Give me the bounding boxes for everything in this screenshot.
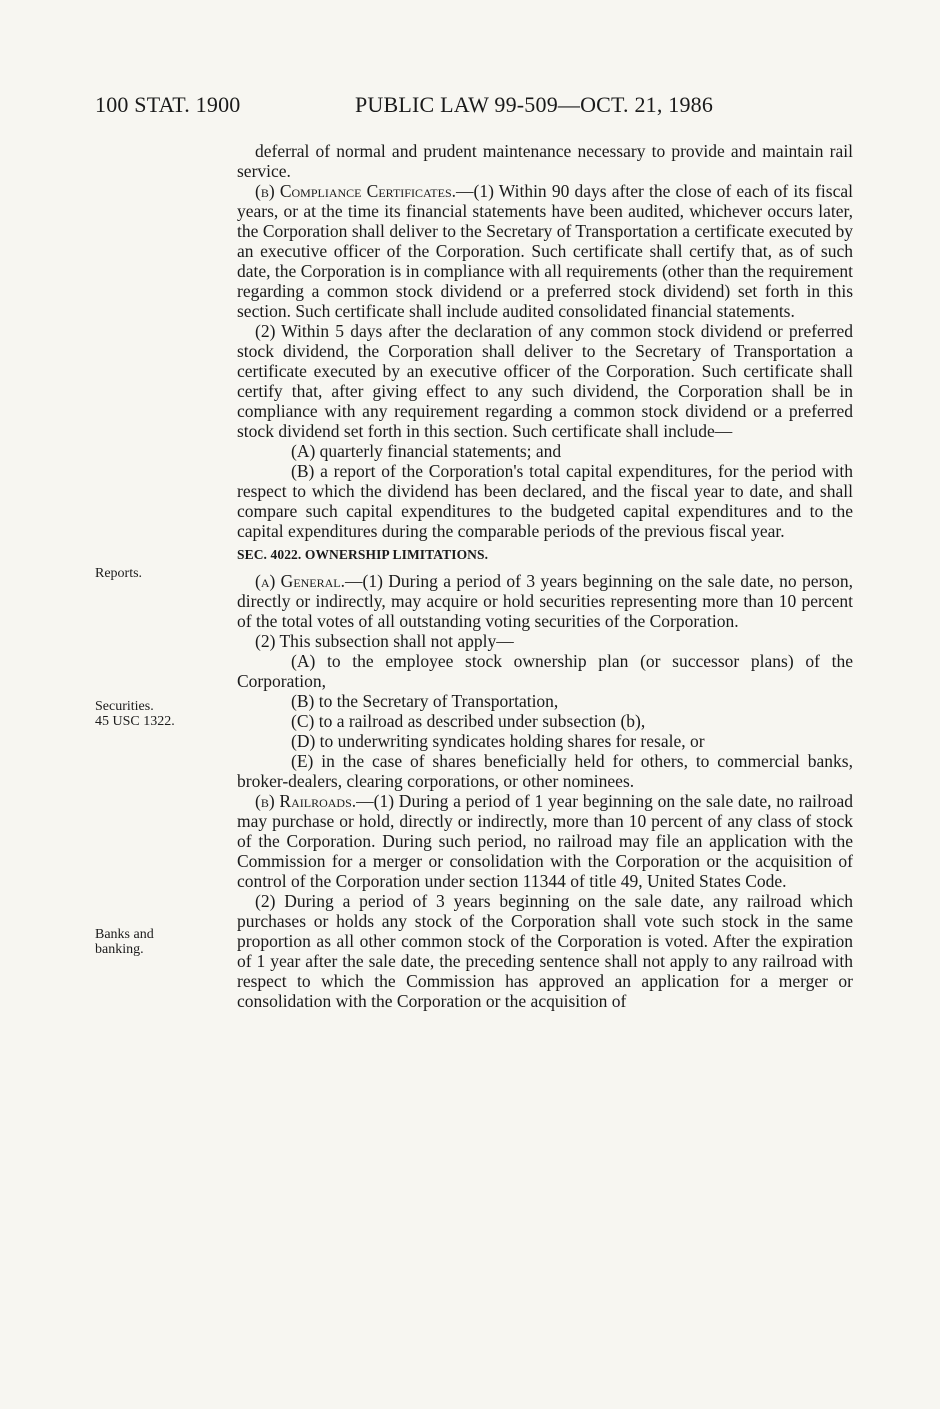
body-text bbox=[237, 141, 853, 1011]
section-heading: SEC. 4022. OWNERSHIP LIMITATIONS. bbox=[237, 547, 489, 562]
subsection-heading-general: (a) General. bbox=[255, 571, 346, 591]
public-law-title: PUBLIC LAW 99-509—OCT. 21, 1986 bbox=[355, 92, 714, 117]
margin-note-reports: Reports. bbox=[95, 566, 143, 581]
paragraph-compliance-certificates bbox=[237, 181, 853, 321]
margin-note-securities: Securities. bbox=[95, 699, 154, 714]
paragraph-not-apply: (2) This subsection shall not apply— bbox=[255, 631, 514, 651]
paragraph-voting: (2) During a period of 3 years beginning on the sale date, any railroad which purchases or holds any stock of the Corporation shall vote such stock in the same proportion as all other common stock of the Corporation is voted. After the expiration of 1 year after the sale date, the preceding sentence shall not apply to any railroad with respect to which the Commission has approved an application for a merger or consolidation with the Corporation or the acquisition of bbox=[237, 891, 853, 1011]
running-head bbox=[95, 92, 855, 122]
margin-note-usc: 45 USC 1322. bbox=[95, 714, 175, 729]
subsection-heading-railroads: (b) Railroads. bbox=[255, 791, 357, 811]
margin-note-banking: banking. bbox=[95, 942, 144, 957]
list-item-b: (B) to the Secretary of Transportation, bbox=[291, 691, 559, 711]
list-item-b: (B) a report of the Corporation's total capital expenditures, for the period with respect to which the dividend has been declared, and the fiscal year to date, and shall compare such capital expenditures to the budgeted capital expenditures and to the capital expenditures during the comparable periods of the previous fiscal year. bbox=[237, 461, 853, 541]
paragraph-text: —(1) During a period of 3 years beginning on the sale date, no person, directly or indirectly, may acquire or hold securities representing more than 10 percent of the total votes of all outstanding voting securities of the Corporation. bbox=[237, 571, 853, 631]
list-item-d: (D) to underwriting syndicates holding shares for resale, or bbox=[291, 731, 705, 751]
paragraph-deferral: deferral of normal and prudent maintenance necessary to provide and maintain rail service. bbox=[237, 141, 853, 181]
list-item-a: (A) to the employee stock ownership plan (or successor plans) of the Corporation, bbox=[237, 651, 853, 691]
list-item-e: (E) in the case of shares beneficially held for others, to commercial banks, broker-dealers, clearing corporations, or other nominees. bbox=[237, 751, 853, 791]
paragraph-dividend-certificate: (2) Within 5 days after the declaration of any common stock dividend or preferred stock dividend, the Corporation shall deliver to the Secretary of Transportation a certificate executed by an executive officer of the Corporation. Such certificate shall certify that, after giving effect to any such dividend, the Corporation shall be in compliance with any requirement regarding a common stock dividend or a preferred stock dividend set forth in this section. Such certificate shall include— bbox=[237, 321, 853, 441]
list-item-a: (A) quarterly financial statements; and bbox=[291, 441, 562, 461]
subsection-heading-compliance: (b) Compliance Certificates. bbox=[255, 181, 457, 201]
paragraph-text: —(1) Within 90 days after the close of each of its fiscal years, or at the time its financial statements have been audited, whichever occurs later, the Corporation shall deliver to the Secretary of Transportation a certificate executed by an executive officer of the Corporation. Such certificate shall certify that, as of such date, the Corporation is in compliance with all requirements (other than the requirement regarding a common stock dividend or a preferred stock dividend) set forth in this section. Such certificate shall include audited consolidated financial statements. bbox=[237, 181, 853, 321]
margin-note-banks: Banks and bbox=[95, 927, 154, 942]
paragraph-text: —(1) During a period of 1 year beginning on the sale date, no railroad may purchase or hold, directly or indirectly, more than 10 percent of any class of stock of the Corporation. During such period, no railroad may file an application with the Commission for a merger or consolidation with the Corporation or the acquisition of control of the Corporation under section 11344 of title 49, United States Code. bbox=[237, 791, 853, 891]
list-item-c: (C) to a railroad as described under subsection (b), bbox=[291, 711, 646, 731]
stat-citation: 100 STAT. 1900 bbox=[95, 92, 241, 117]
paragraph-railroads bbox=[237, 791, 853, 891]
paragraph-general bbox=[237, 571, 853, 631]
